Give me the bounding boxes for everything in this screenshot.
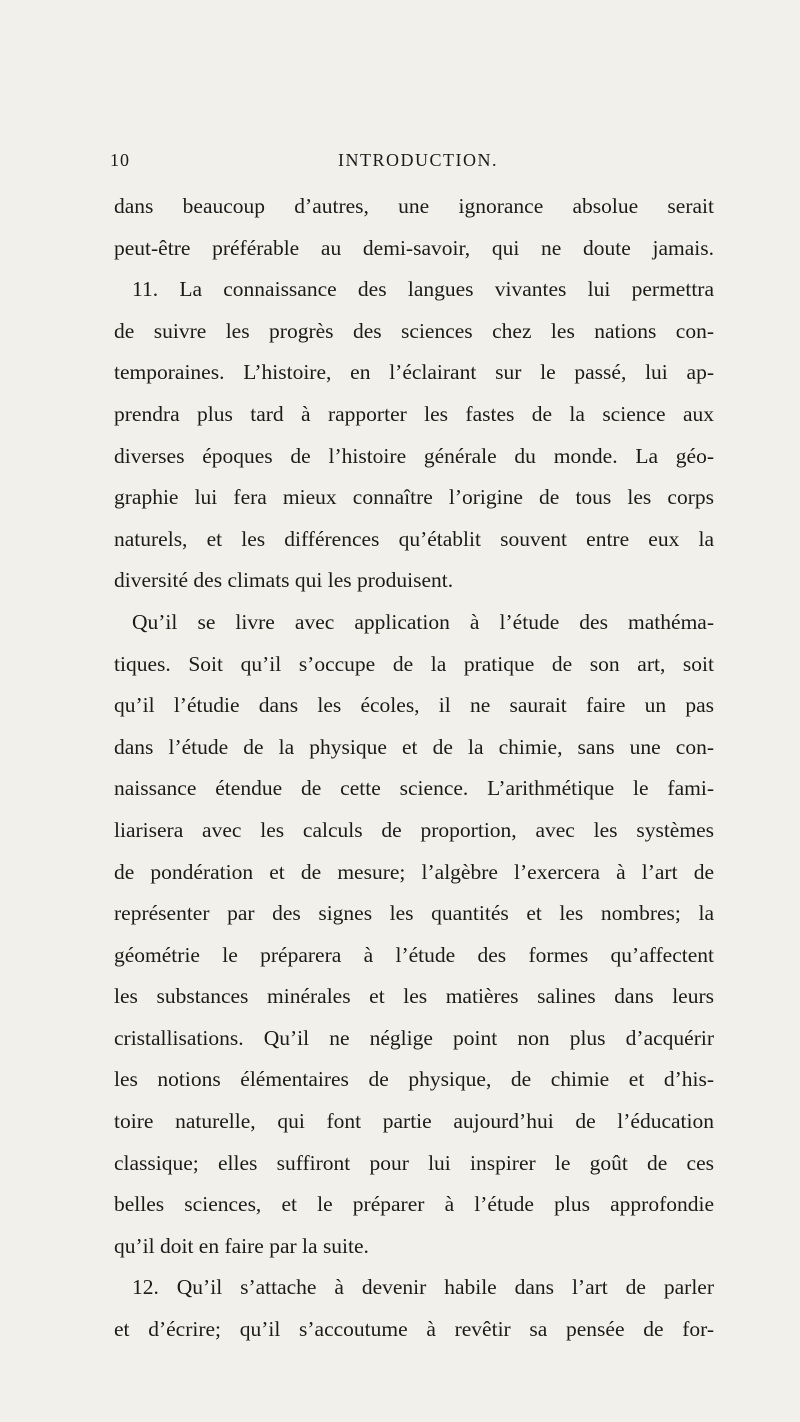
- text-line: représenter par des signes les quantités et les nombres; la: [114, 901, 714, 926]
- running-header: [110, 150, 710, 174]
- text-line: naturels, et les différences qu’établit souvent entre eux la: [114, 526, 714, 551]
- text-line: Qu’il se livre avec application à l’étude des mathéma-: [132, 609, 714, 634]
- text-line: diverses époques de l’histoire générale du monde. La géo-: [114, 443, 714, 468]
- text-line: classique; elles suffiront pour lui inspirer le goût de ces: [114, 1150, 714, 1175]
- text-line: géométrie le préparera à l’étude des formes qu’affectent: [114, 942, 714, 967]
- text-line: liarisera avec les calculs de proportion, avec les systèmes: [114, 817, 714, 842]
- text-line: dans beaucoup d’autres, une ignorance absolue serait: [114, 194, 714, 218]
- text-line: diversité des climats qui les produisent.: [114, 568, 454, 593]
- running-title: INTRODUCTION.: [338, 150, 498, 170]
- text-line: les notions élémentaires de physique, de chimie et d’his-: [114, 1067, 714, 1092]
- page-number: 10: [110, 150, 130, 170]
- text-line: 12. Qu’il s’attache à devenir habile dans l’art de parler: [132, 1275, 714, 1300]
- text-line: graphie lui fera mieux connaître l’origine de tous les corps: [114, 485, 714, 510]
- text-line: qu’il l’étudie dans les écoles, il ne saurait faire un pas: [114, 693, 714, 718]
- text-line: de pondération et de mesure; l’algèbre l’exercera à l’art de: [114, 859, 714, 884]
- text-line: belles sciences, et le préparer à l’étude plus approfondie: [114, 1192, 714, 1217]
- body-text: [114, 186, 714, 1351]
- text-line: dans l’étude de la physique et de la chimie, sans une con-: [114, 734, 714, 759]
- text-line: cristallisations. Qu’il ne néglige point non plus d’acquérir: [114, 1025, 714, 1050]
- text-line: toire naturelle, qui font partie aujourd’hui de l’éducation: [114, 1109, 714, 1134]
- text-line: prendra plus tard à rapporter les fastes de la science aux: [114, 401, 714, 426]
- text-line: les substances minérales et les matières salines dans leurs: [114, 984, 714, 1009]
- text-line: de suivre les progrès des sciences chez les nations con-: [114, 318, 714, 343]
- text-line: qu’il doit en faire par la suite.: [114, 1233, 369, 1258]
- text-line: peut-être préférable au demi-savoir, qui ne doute jamais.: [114, 235, 714, 260]
- text-line: naissance étendue de cette science. L’arithmétique le fami-: [114, 776, 714, 801]
- text-line: 11. La connaissance des langues vivantes lui permettra: [132, 277, 714, 302]
- text-line: tiques. Soit qu’il s’occupe de la pratique de son art, soit: [114, 651, 714, 676]
- text-line: temporaines. L’histoire, en l’éclairant sur le passé, lui ap-: [114, 360, 714, 385]
- text-line: et d’écrire; qu’il s’accoutume à revêtir sa pensée de for-: [114, 1317, 714, 1342]
